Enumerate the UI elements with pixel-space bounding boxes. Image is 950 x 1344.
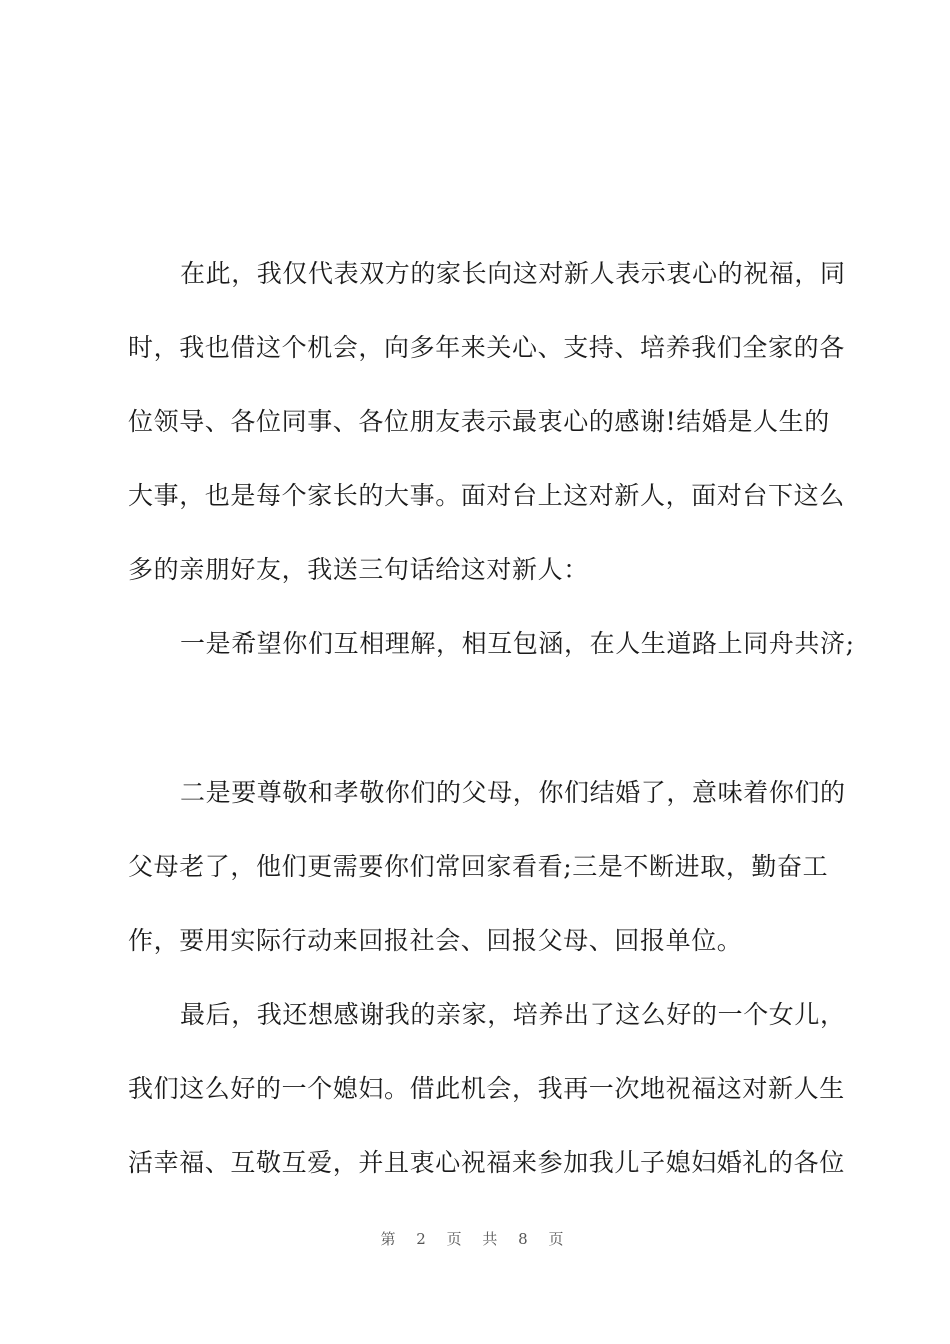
- paragraph-3-line-2: 父母老了，他们更需要你们常回家看看;三是不断进取，勤奋工: [128, 852, 829, 881]
- paragraph-2-line-1: 一是希望你们互相理解，相互包涵，在人生道路上同舟共济;: [180, 629, 855, 658]
- page-number-footer: 第 2 页 共 8 页: [380, 1230, 570, 1248]
- paragraph-4-line-1: 最后，我还想感谢我的亲家，培养出了这么好的一个女儿，: [180, 1000, 846, 1029]
- paragraph-1-line-4: 大事，也是每个家长的大事。面对台上这对新人，面对台下这么: [128, 481, 845, 510]
- paragraph-1-line-2: 时，我也借这个机会，向多年来关心、支持、培养我们全家的各: [128, 333, 845, 362]
- paragraph-1-line-5: 多的亲朋好友，我送三句话给这对新人：: [128, 555, 589, 584]
- paragraph-1-line-1: 在此，我仅代表双方的家长向这对新人表示衷心的祝福，同: [180, 259, 846, 288]
- paragraph-1-line-3: 位领导、各位同事、各位朋友表示最衷心的感谢!结婚是人生的: [128, 407, 830, 436]
- paragraph-3-line-1: 二是要尊敬和孝敬你们的父母，你们结婚了，意味着你们的: [180, 778, 846, 807]
- paragraph-3-line-3: 作，要用实际行动来回报社会、回报父母、回报单位。: [128, 926, 743, 955]
- paragraph-4-line-3: 活幸福、互敬互爱，并且衷心祝福来参加我儿子媳妇婚礼的各位: [128, 1148, 845, 1177]
- paragraph-4-line-2: 我们这么好的一个媳妇。借此机会，我再一次地祝福这对新人生: [128, 1074, 845, 1103]
